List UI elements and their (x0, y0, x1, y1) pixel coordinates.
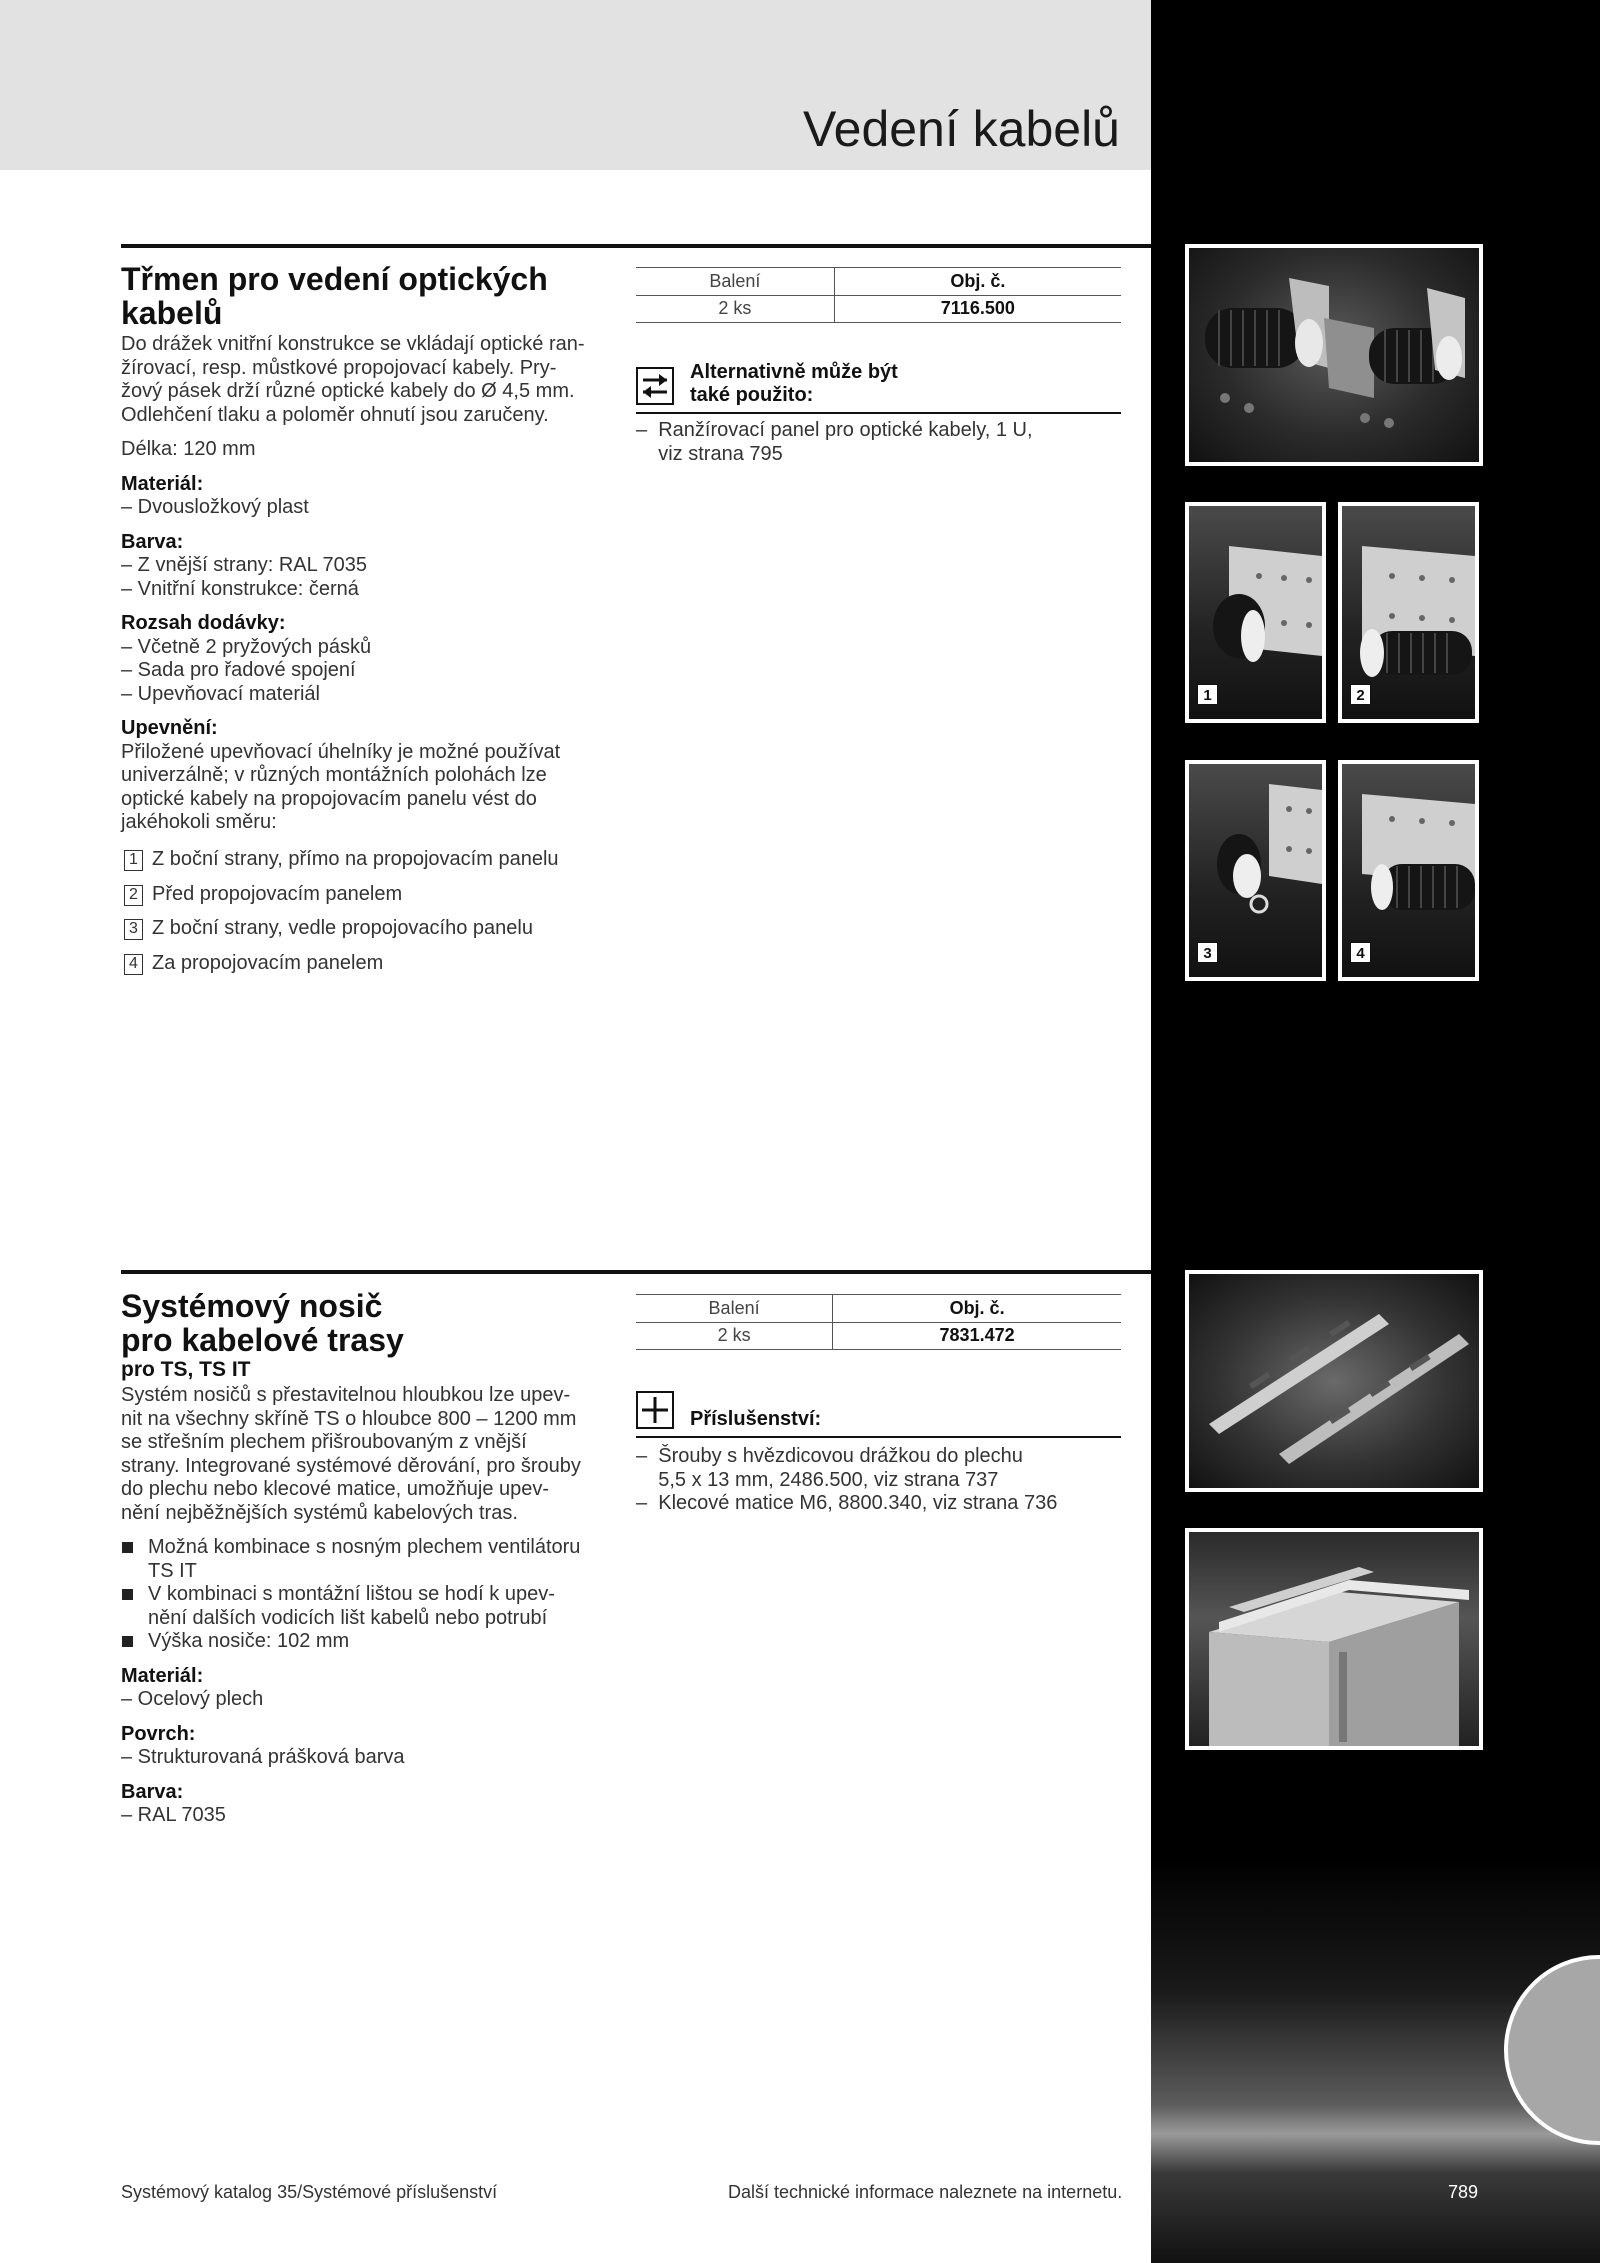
list-item: viz strana 795 (636, 442, 783, 465)
color-item: – Vnitřní konstrukce: černá (121, 577, 359, 600)
mount-text: jakéhokoli směru: (121, 811, 277, 833)
section-rule (121, 1270, 1151, 1274)
number-box: 1 (124, 850, 143, 871)
order-table (636, 267, 1121, 323)
number-box: 3 (124, 919, 143, 940)
list-item: – Klecové matice M6, 8800.340, viz strana 736 (636, 1492, 1058, 1514)
color-heading: Barva: (121, 530, 184, 553)
mount-heading: Upevnění: (121, 717, 218, 739)
table-cell: 7116.500 (834, 295, 1121, 323)
list-item: 3 Z boční strany, vedle propojovacího panelu (124, 917, 559, 952)
footer-catalog: Systémový katalog 35/Systémové příslušenství (121, 2182, 498, 2202)
product-photo (1185, 1270, 1483, 1492)
color-item: – RAL 7035 (121, 1804, 226, 1826)
photo-label: 3 (1197, 942, 1218, 963)
section1-description: Do drážek vnitřní konstrukce se vkládají optické ran- žírovací, resp. můstkové propojovací kabely. Pry- žový pásek drží různé optické kabely do Ø 4,5 mm. Odlehčení tlaku a poloměr ohnutí jsou zaručeny. (121, 333, 585, 426)
photo-position-1 (1185, 502, 1326, 723)
feature-list (121, 1536, 606, 1654)
material-heading: Materiál: (121, 472, 204, 495)
table-header: Obj. č. (833, 1295, 1121, 1323)
list-item: – Šrouby s hvězdicovou drážkou do plechu (636, 1445, 1023, 1467)
color-item: – Z vnější strany: RAL 7035 (121, 554, 368, 576)
table-cell: 7831.472 (833, 1322, 1121, 1350)
product-photo (1185, 244, 1483, 466)
section1-title: Třmen pro vedení optických kabelů (121, 261, 548, 331)
list-item: 4 Za propojovacím panelem (124, 952, 559, 987)
table-header-row (636, 1295, 1121, 1323)
material-item: – Ocelový plech (121, 1688, 264, 1710)
table-header: Balení (636, 268, 834, 296)
table-header: Obj. č. (834, 268, 1121, 296)
accessories-heading: Příslušenství: (636, 1394, 1121, 1438)
swap-arrows-icon (636, 367, 674, 405)
table-cell: 2 ks (636, 1322, 833, 1350)
section2-description: Systém nosičů s přestavitelnou hloubkou lze upev- nit na všechny skříně TS o hloubce 800 – 1200 mm se střešním plechem přišroubovaným z vnější strany. Integrované systémové děrování, pro šrouby do plechu nebo klecové matice, umožňuje upev- nění nejběžnějších systémů kabelových tras. (121, 1384, 581, 1524)
length-spec: Délka: 120 mm (121, 438, 256, 460)
photo-label: 2 (1350, 684, 1371, 705)
list-item: 1 Z boční strany, přímo na propojovacím panelu (124, 848, 559, 883)
list-item: 5,5 x 13 mm, 2486.500, viz strana 737 (636, 1468, 999, 1491)
accessories-list (636, 1445, 1121, 1516)
list-item: Možná kombinace s nosným plechem ventilátoru TS IT (121, 1536, 606, 1583)
number-box: 2 (124, 885, 143, 906)
alternative-list (636, 419, 1121, 466)
section2-body (121, 1384, 606, 1828)
alternative-heading: Alternativně může být také použito: (636, 361, 1121, 414)
scope-item: – Sada pro řadové spojení (121, 659, 356, 681)
table-cell: 2 ks (636, 295, 834, 323)
material-heading: Materiál: (121, 1664, 204, 1687)
material-item: – Dvousložkový plast (121, 496, 309, 518)
mounting-positions-list (124, 848, 559, 986)
list-item: 2 Před propojovacím panelem (124, 883, 559, 918)
mount-text: univerzálně; v různých montážních polohách lze (121, 764, 547, 786)
photo-label: 4 (1350, 942, 1371, 963)
page-number: 789 (1448, 2182, 1479, 2202)
number-box: 4 (124, 954, 143, 975)
section2-subtitle: pro TS, TS IT (121, 1358, 251, 1381)
order-table (636, 1294, 1121, 1350)
photo-label: 1 (1197, 684, 1218, 705)
table-row (636, 1322, 1121, 1350)
color-heading: Barva: (121, 1780, 184, 1803)
scope-item: – Upevňovací materiál (121, 682, 320, 705)
photo-position-4 (1338, 760, 1479, 981)
scope-heading: Rozsah dodávky: (121, 612, 286, 634)
product-photo (1185, 1528, 1483, 1750)
page-title: Vedení kabelů (803, 101, 1120, 157)
photo-position-2 (1338, 502, 1479, 723)
photo-position-3 (1185, 760, 1326, 981)
list-item: – Ranžírovací panel pro optické kabely, 1 U, (636, 419, 1033, 441)
list-item: Výška nosiče: 102 mm (121, 1630, 606, 1654)
footer-info: Další technické informace naleznete na internetu. (728, 2182, 1123, 2202)
mount-text: optické kabely na propojovacím panelu vést do (121, 787, 537, 810)
surface-heading: Povrch: (121, 1722, 196, 1745)
surface-item: – Strukturovaná prášková barva (121, 1746, 405, 1768)
list-item: V kombinaci s montážní lištou se hodí k upev- nění dalších vodicích lišt kabelů nebo potrubí (121, 1583, 606, 1630)
section-rule (121, 244, 1151, 248)
table-row (636, 295, 1121, 323)
section2-title: Systémový nosič pro kabelové trasy (121, 1288, 404, 1358)
mount-text: Přiložené upevňovací úhelníky je možné používat (121, 740, 561, 763)
table-header-row (636, 268, 1121, 296)
scope-item: – Včetně 2 pryžových pásků (121, 635, 372, 658)
plus-icon (636, 1391, 674, 1429)
table-header: Balení (636, 1295, 833, 1323)
section1-body (121, 333, 606, 835)
